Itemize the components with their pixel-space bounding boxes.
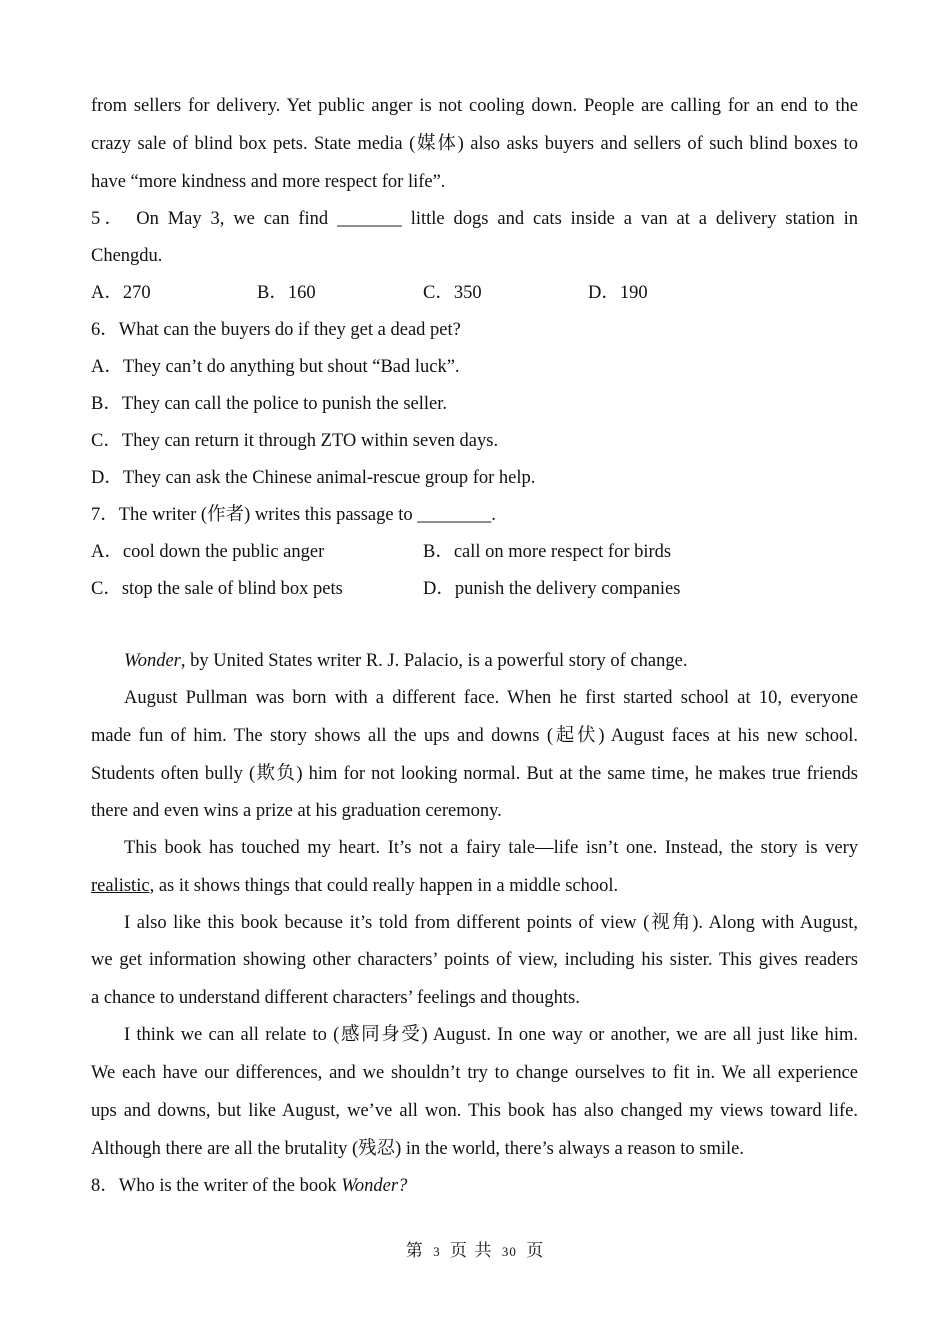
question-5-stem-cont: Chengdu. bbox=[91, 246, 163, 266]
book-title-q8: Wonder? bbox=[341, 1176, 408, 1196]
question-7-option-b: B．call on more respect for birds bbox=[423, 542, 672, 562]
question-7-option-c: C．stop the sale of blind box pets bbox=[91, 579, 343, 599]
question-5-option-c: C．350 bbox=[423, 283, 482, 303]
question-5-options bbox=[91, 275, 858, 312]
question-7-options-row-1 bbox=[91, 534, 858, 571]
total-page-number: 30 bbox=[501, 1244, 517, 1259]
question-5-option-b: B．160 bbox=[257, 283, 316, 303]
question-5-stem: 5． On May 3, we can find _______ little dogs and cats inside a van at a delivery station in bbox=[91, 209, 858, 229]
passage2-paragraph-5-line-1: I think we can all relate to (感同身受) August. In one way or another, we are all just like him. bbox=[124, 1025, 858, 1045]
passage2-paragraph-2-line-1: August Pullman was born with a different face. When he first started school at 10, everyone bbox=[124, 688, 858, 708]
question-6-option-a: A．They can’t do anything but shout “Bad luck”. bbox=[91, 357, 460, 377]
passage2-paragraph-3-line-2: realistic, as it shows things that could really happen in a middle school. bbox=[91, 876, 619, 896]
page-footer: 第 3 页 共 30 页 bbox=[405, 1241, 545, 1261]
passage2-paragraph-2-line-3: Students often bully (欺负) him for not looking normal. But at the same time, he makes true friends bbox=[91, 764, 858, 784]
question-7-options-row-2 bbox=[91, 571, 858, 608]
passage2-paragraph-4-line-1: I also like this book because it’s told from different points of view (视角). Along with August, bbox=[124, 913, 858, 933]
passage2-paragraph-2-line-4: there and even wins a prize at his graduation ceremony. bbox=[91, 801, 502, 821]
question-7-option-d: D．punish the delivery companies bbox=[423, 579, 681, 599]
passage2-paragraph-1: Wonder, by United States writer R. J. Palacio, is a powerful story of change. bbox=[124, 651, 688, 671]
passage2-paragraph-4-line-2: we get information showing other characters’ points of view, including his sister. This gives readers bbox=[91, 950, 858, 970]
passage1-line-2: crazy sale of blind box pets. State media (媒体) also asks buyers and sellers of such blind boxes to bbox=[91, 134, 858, 154]
question-6-stem: 6．What can the buyers do if they get a dead pet? bbox=[91, 320, 461, 340]
underlined-word: realistic bbox=[91, 876, 150, 896]
passage2-paragraph-5-line-2: We each have our differences, and we shouldn’t try to change ourselves to fit in. We all experience bbox=[91, 1063, 858, 1083]
passage2-paragraph-5-line-3: ups and downs, but like August, we’ve all won. This book has also changed my views toward life. bbox=[91, 1101, 858, 1121]
question-8-stem: 8．Who is the writer of the book Wonder? bbox=[91, 1176, 408, 1196]
book-title: Wonder bbox=[124, 651, 181, 671]
question-6-option-b: B．They can call the police to punish the seller. bbox=[91, 394, 448, 414]
question-6-option-d: D．They can ask the Chinese animal-rescue group for help. bbox=[91, 468, 536, 488]
current-page-number: 3 bbox=[433, 1244, 441, 1259]
question-5-option-d: D．190 bbox=[588, 283, 648, 303]
passage2-paragraph-3-line-1: This book has touched my heart. It’s not a fairy tale—life isn’t one. Instead, the story is very bbox=[124, 838, 858, 858]
passage1-line-1: from sellers for delivery. Yet public anger is not cooling down. People are calling for an end to the bbox=[91, 96, 858, 116]
question-6-option-c: C．They can return it through ZTO within seven days. bbox=[91, 431, 499, 451]
passage1-line-3: have “more kindness and more respect for life”. bbox=[91, 172, 446, 192]
passage2-paragraph-2-line-2: made fun of him. The story shows all the ups and downs (起伏) August faces at his new school. bbox=[91, 726, 858, 746]
passage2-paragraph-5-line-4: Although there are all the brutality (残忍) in the world, there’s always a reason to smile. bbox=[91, 1139, 744, 1159]
question-5-option-a: A．270 bbox=[91, 283, 151, 303]
question-7-stem: 7．The writer (作者) writes this passage to ________. bbox=[91, 505, 496, 525]
passage2-paragraph-4-line-3: a chance to understand different characters’ feelings and thoughts. bbox=[91, 988, 580, 1008]
question-7-option-a: A．cool down the public anger bbox=[91, 542, 325, 562]
